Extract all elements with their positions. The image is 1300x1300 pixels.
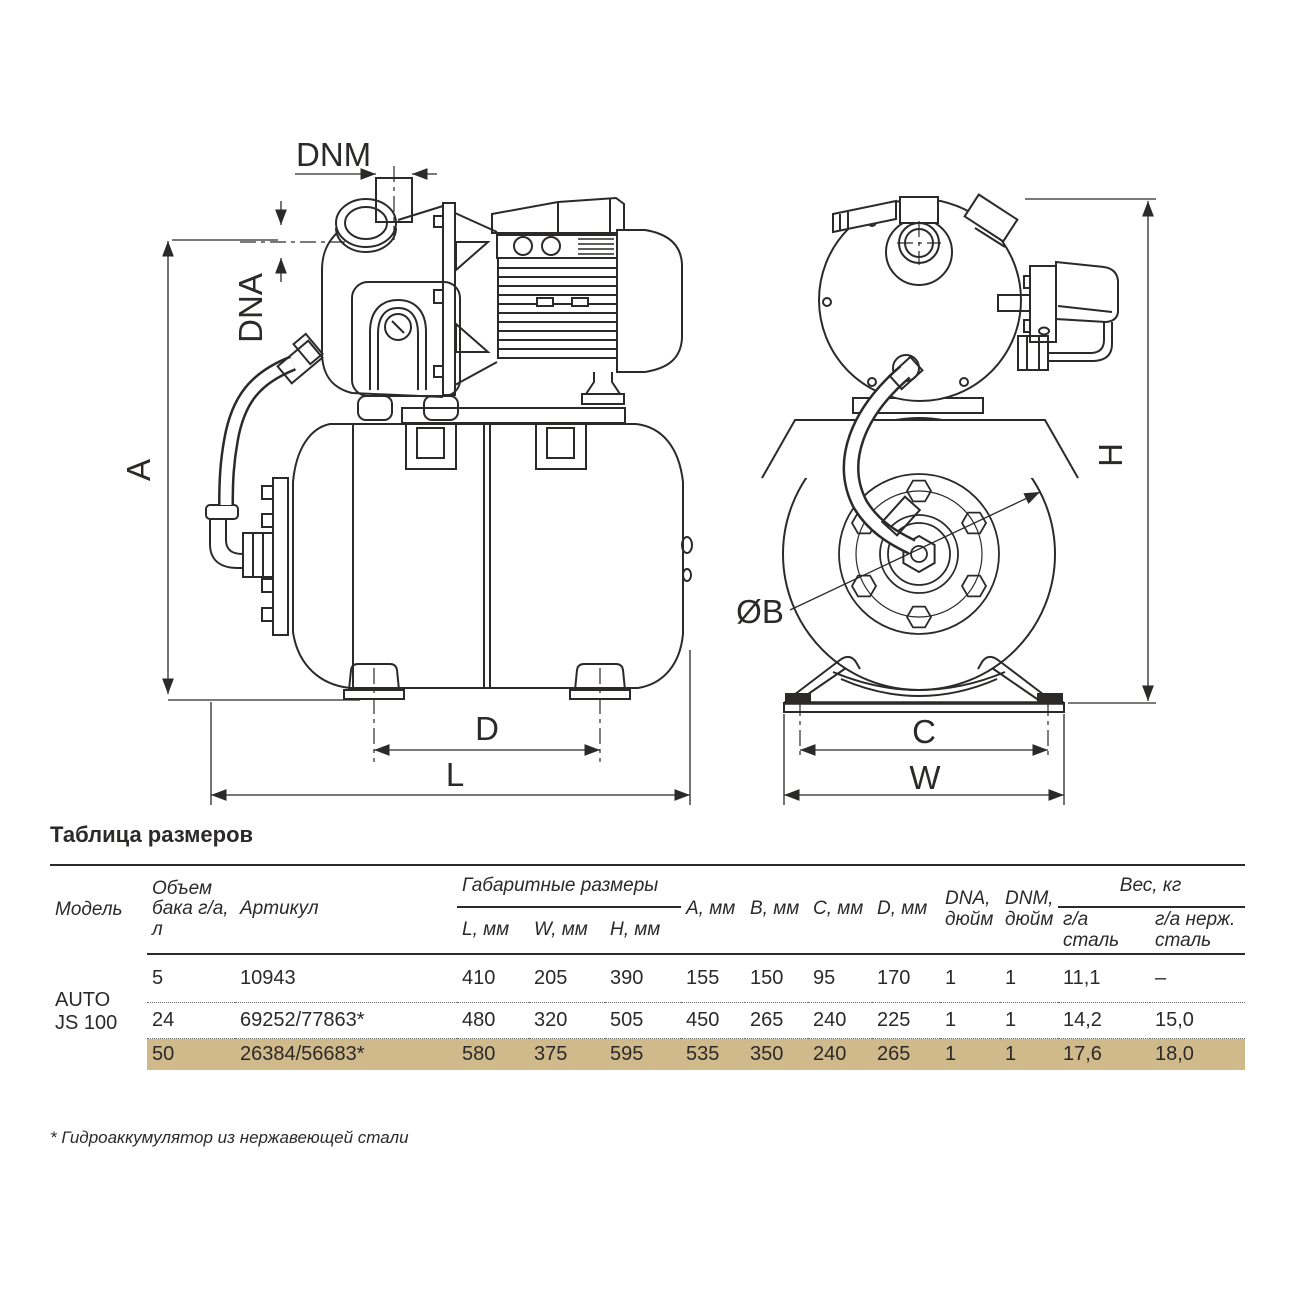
- cell-dnm: 1: [1000, 1039, 1058, 1071]
- dim-label-a: A: [120, 458, 157, 482]
- cell-a: 535: [681, 1039, 745, 1071]
- cell-c: 240: [808, 1003, 872, 1039]
- cell-dnm: 1: [1000, 954, 1058, 1003]
- cell-d: 225: [872, 1003, 940, 1039]
- cell-b: 350: [745, 1039, 808, 1071]
- col-header-l: L, мм: [462, 919, 510, 941]
- cell-b: 150: [745, 954, 808, 1003]
- cell-steel: 17,6: [1058, 1039, 1150, 1071]
- cell-steel: 14,2: [1058, 1003, 1150, 1039]
- cell-dna: 1: [940, 1039, 1000, 1071]
- col-header-model: Модель: [55, 898, 123, 920]
- col-header-b: B, мм: [750, 898, 800, 920]
- cell-model: [50, 954, 147, 1070]
- side-view: [206, 178, 692, 699]
- dim-label-w: W: [909, 759, 941, 796]
- tank-bracket-side: [402, 408, 625, 469]
- dim-label-dna: DNA: [232, 273, 269, 343]
- col-header-w: W, мм: [534, 919, 588, 941]
- cell-article: 26384/56683*: [235, 1039, 457, 1071]
- cell-d: 170: [872, 954, 940, 1003]
- model-line2: JS 100: [55, 1012, 118, 1035]
- col-header-h: H, мм: [610, 919, 661, 941]
- cell-h: 595: [605, 1039, 681, 1071]
- model-line1: AUTO: [55, 989, 111, 1012]
- dim-label-dnm: DNM: [296, 136, 372, 173]
- table-title: Таблица размеров: [50, 822, 254, 847]
- cell-b: 265: [745, 1003, 808, 1039]
- cell-l: 480: [457, 1003, 529, 1039]
- cell-inox: 15,0: [1150, 1003, 1245, 1039]
- tank-side: [293, 424, 692, 688]
- cell-volume: 24: [147, 1003, 235, 1039]
- cell-w: 320: [529, 1003, 605, 1039]
- col-header-dnm: DNM, дюйм: [1005, 888, 1054, 930]
- cell-volume: 50: [147, 1039, 235, 1071]
- footnote: * Гидроаккумулятор из нержавеющей стали: [50, 1128, 409, 1147]
- motor-side: [492, 198, 682, 404]
- pump-side: [322, 178, 460, 420]
- cell-l: 580: [457, 1039, 529, 1071]
- group-header-dimensions: Габаритные размеры: [457, 865, 681, 907]
- cell-article: 69252/77863*: [235, 1003, 457, 1039]
- col-header-article: Артикул: [240, 898, 319, 920]
- col-header-steel: г/а сталь: [1063, 909, 1120, 951]
- cell-article: 10943: [235, 954, 457, 1003]
- front-view: [762, 195, 1118, 712]
- cell-dnm: 1: [1000, 1003, 1058, 1039]
- col-header-inox: г/а нерж. сталь: [1155, 909, 1236, 951]
- cell-a: 450: [681, 1003, 745, 1039]
- cell-w: 375: [529, 1039, 605, 1071]
- cell-a: 155: [681, 954, 745, 1003]
- cell-inox: 18,0: [1150, 1039, 1245, 1071]
- cell-h: 390: [605, 954, 681, 1003]
- cell-c: 240: [808, 1039, 872, 1071]
- bracket-trapezoid: [762, 420, 1078, 478]
- dim-label-l: L: [445, 756, 465, 793]
- cell-h: 505: [605, 1003, 681, 1039]
- pump-flange-plate: [434, 203, 497, 395]
- cell-w: 205: [529, 954, 605, 1003]
- tank-feet-side: [344, 664, 630, 699]
- cell-dna: 1: [940, 954, 1000, 1003]
- cell-dna: 1: [940, 1003, 1000, 1039]
- col-header-volume: Объем бака г/а, л: [152, 877, 229, 940]
- cell-l: 410: [457, 954, 529, 1003]
- col-header-d: D, мм: [877, 898, 928, 920]
- cell-c: 95: [808, 954, 872, 1003]
- cell-inox: –: [1150, 954, 1245, 1003]
- group-header-weight: Вес, кг: [1058, 865, 1245, 907]
- hose-side: [226, 334, 322, 505]
- size-table: [50, 864, 1245, 1070]
- cell-steel: 11,1: [1058, 954, 1150, 1003]
- col-header-c: C, мм: [813, 898, 864, 920]
- col-header-dna: DNA, дюйм: [945, 888, 994, 930]
- table-row-highlighted: [50, 1039, 1245, 1071]
- table-row: [50, 1003, 1245, 1039]
- dim-label-d: D: [475, 710, 499, 747]
- cell-d: 265: [872, 1039, 940, 1071]
- dim-label-diam-b: ØB: [736, 593, 784, 630]
- pump-front: [819, 195, 1021, 413]
- dim-label-h: H: [1092, 443, 1129, 467]
- cell-volume: 5: [147, 954, 235, 1003]
- dim-label-c: C: [912, 713, 936, 750]
- table-row: [50, 954, 1245, 1003]
- col-header-a: A, мм: [686, 898, 736, 920]
